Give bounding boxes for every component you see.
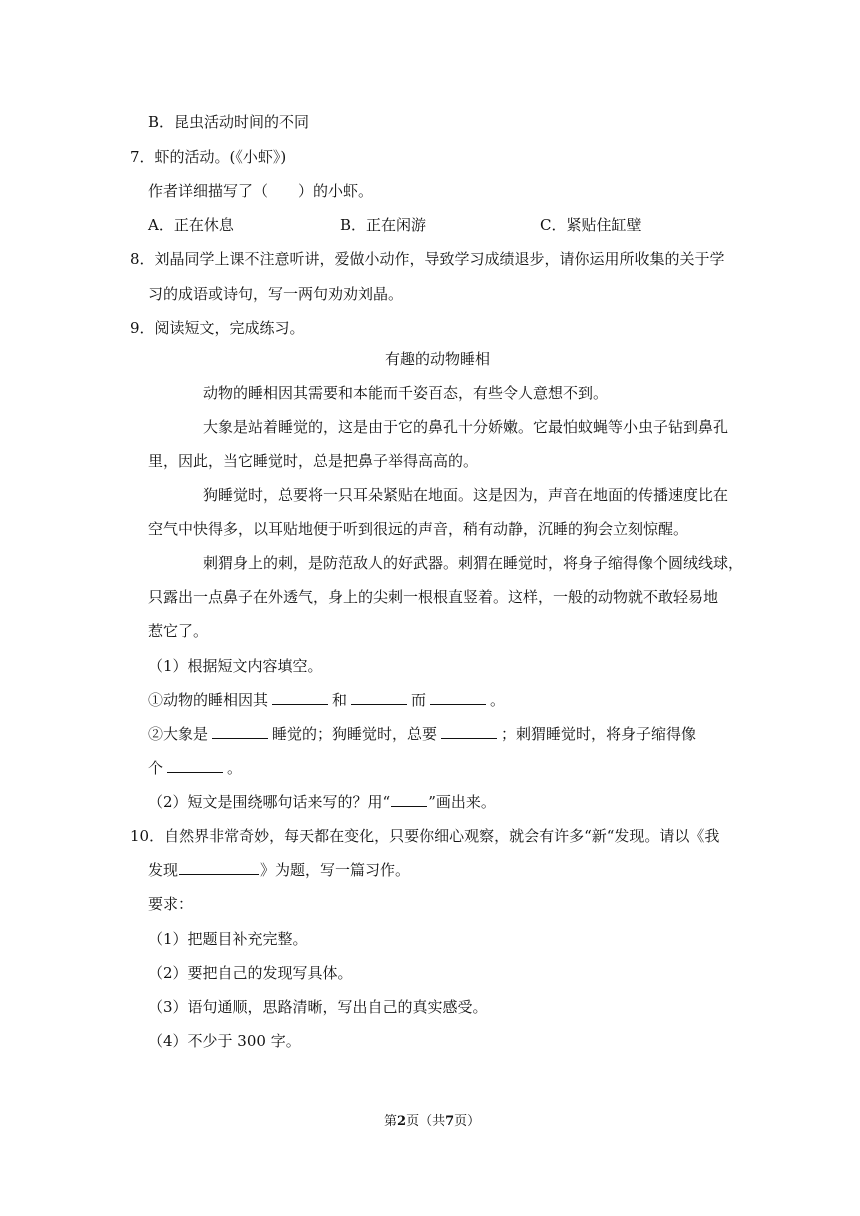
q7-option-b: B．正在闲游 xyxy=(340,216,427,234)
q10-line1: 10．自然界非常奇妙，每天都在变化，只要你细心观察，就会有许多“新“发现。请以《我 xyxy=(130,827,720,845)
passage-p4-line2: 只露出一点鼻子在外透气，身上的尖刺一根根直竖着。这样，一般的动物就不敢轻易地 xyxy=(148,588,719,606)
q10-req2: （2）要把自己的发现写具体。 xyxy=(148,964,353,982)
blank-title[interactable] xyxy=(179,860,259,875)
passage-p2-line2: 里，因此，当它睡觉时，总是把鼻子举得高高的。 xyxy=(148,452,479,470)
item1-text-d: 。 xyxy=(490,691,506,709)
footer-mid: 页（共 xyxy=(406,1114,446,1129)
passage-p1: 动物的睡相因其需要和本能而千姿百态，有些令人意想不到。 xyxy=(203,384,609,402)
q10-text-b: 》为题，写一篇习作。 xyxy=(260,861,411,879)
footer-pre: 第 xyxy=(384,1114,398,1129)
item2-text-e: 。 xyxy=(227,759,243,777)
q10-line2 xyxy=(148,860,410,880)
page-footer xyxy=(384,1112,480,1132)
q7-stem: 7．虾的活动。(《小虾》) xyxy=(130,148,287,166)
q9-sub1-item1 xyxy=(148,690,505,710)
blank-need[interactable] xyxy=(272,690,328,705)
item1-text-c: 而 xyxy=(411,691,427,709)
footer-total-pages: 7 xyxy=(445,1114,455,1129)
q10-req1: （1）把题目补充完整。 xyxy=(148,930,308,948)
item1-text-b: 和 xyxy=(332,691,348,709)
q10-req-title: 要求： xyxy=(148,895,194,913)
blank-result[interactable] xyxy=(430,690,486,705)
blank-instinct[interactable] xyxy=(351,690,407,705)
underline-mark xyxy=(391,792,427,807)
q7-option-a: A．正在休息 xyxy=(148,216,234,234)
passage-p3-line2: 空气中快得多，以耳贴地便于听到很远的声音，稍有动静，沉睡的狗会立刻惊醒。 xyxy=(148,520,689,538)
sub2-text-b: ”画出来。 xyxy=(428,793,496,811)
q9-stem: 9．阅读短文，完成练习。 xyxy=(130,319,305,337)
item1-text-a: ①动物的睡相因其 xyxy=(148,691,269,709)
item2-text-c: ；刺猬睡觉时，将身子缩得像 xyxy=(501,725,697,743)
q7-prompt: 作者详细描写了（ ）的小虾。 xyxy=(148,182,374,200)
footer-page-number: 2 xyxy=(397,1114,407,1129)
item2-text-d: 个 xyxy=(148,759,164,777)
item2-text-a: ②大象是 xyxy=(148,725,209,743)
passage-title: 有趣的动物睡相 xyxy=(385,350,491,368)
q9-sub2 xyxy=(148,792,496,812)
passage-p4-line1: 刺猬身上的刺，是防范敌人的好武器。刺猬在睡觉时，将身子缩得像个圆绒线球， xyxy=(203,554,744,572)
sub2-text-a: （2）短文是围绕哪句话来写的？用“ xyxy=(148,793,391,811)
blank-dog[interactable] xyxy=(441,724,497,739)
blank-elephant[interactable] xyxy=(212,724,268,739)
item2-text-b: 睡觉的；狗睡觉时，总要 xyxy=(272,725,438,743)
q10-text-a: 发现 xyxy=(148,861,179,879)
passage-p4-line3: 惹它了。 xyxy=(148,622,209,640)
q8-line1: 8．刘晶同学上课不注意听讲，爱做小动作，导致学习成绩退步，请你运用所收集的关于学 xyxy=(130,250,725,268)
q10-req3: （3）语句通顺，思路清晰，写出自己的真实感受。 xyxy=(148,998,488,1016)
footer-post: 页） xyxy=(454,1114,481,1129)
q9-sub1: （1）根据短文内容填空。 xyxy=(148,657,323,675)
q9-sub1-item2-cont xyxy=(148,758,242,778)
q6-option-b: B．昆虫活动时间的不同 xyxy=(148,113,310,131)
passage-p2-line1: 大象是站着睡觉的，这是由于它的鼻孔十分娇嫩。它最怕蚊蝇等小虫子钻到鼻孔 xyxy=(203,418,729,436)
q9-sub1-item2 xyxy=(148,724,696,744)
passage-p3-line1: 狗睡觉时，总要将一只耳朵紧贴在地面。这是因为，声音在地面的传播速度比在 xyxy=(203,486,729,504)
q10-req4: （4）不少于 300 字。 xyxy=(148,1032,301,1050)
blank-hedgehog[interactable] xyxy=(167,758,223,773)
q7-option-c: C．紧贴住缸壁 xyxy=(540,216,642,234)
q8-line2: 习的成语或诗句，写一两句劝劝刘晶。 xyxy=(148,285,404,303)
